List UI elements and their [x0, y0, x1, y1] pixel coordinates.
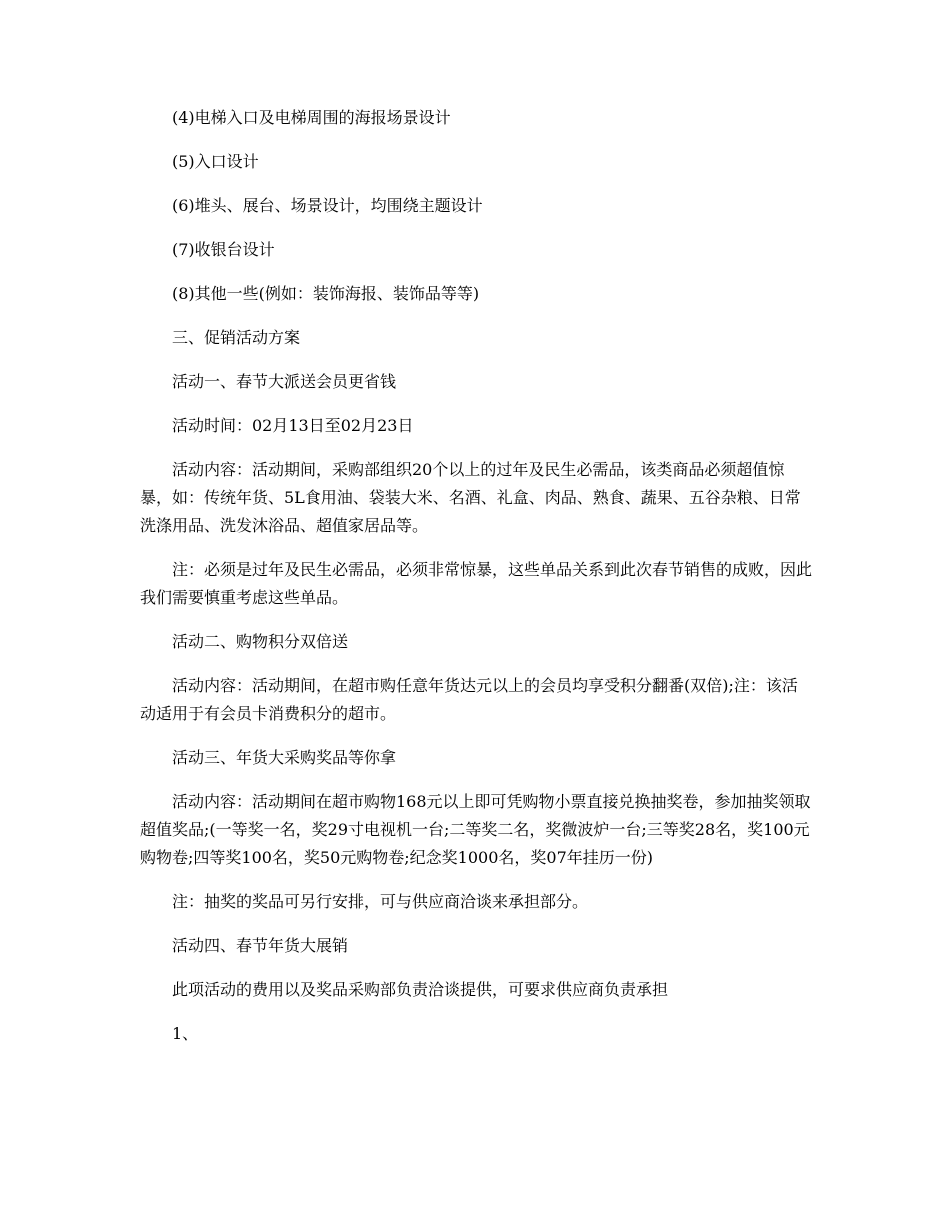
- activity-one-note: 注：必须是过年及民生必需品，必须非常惊暴，这些单品关系到此次春节销售的成败，因此我们需要慎重考虑这些单品。: [140, 560, 813, 607]
- activity-one-time: 活动时间：02月13日至02月23日: [172, 416, 414, 435]
- activity-four-description: 此项活动的费用以及奖品采购部负责洽谈提供，可要求供应商负责承担: [172, 980, 669, 999]
- paragraph-item-6: (6)堆头、展台、场景设计，均围绕主题设计: [172, 196, 483, 215]
- paragraph-item-5: (5)入口设计: [172, 152, 259, 171]
- activity-one-title: 活动一、春节大派送会员更省钱: [172, 372, 397, 391]
- activity-two-title: 活动二、购物积分双倍送: [172, 632, 349, 651]
- activity-four-title: 活动四、春节年货大展销: [172, 936, 349, 955]
- activity-three-note: 注：抽奖的奖品可另行安排，可与供应商洽谈来承担部分。: [172, 892, 589, 911]
- document-body: [140, 104, 812, 1064]
- paragraph-item-7: (7)收银台设计: [172, 240, 275, 259]
- activity-one-content: 活动内容：活动期间，采购部组织20个以上的过年及民生必需品，该类商品必须超值惊暴，如：传统年货、5L食用油、袋装大米、名酒、礼盒、肉品、熟食、蔬果、五谷杂粮、日常洗涤用品、洗发沐浴品、超值家居品等。: [140, 460, 801, 535]
- activity-three-title: 活动三、年货大采购奖品等你拿: [172, 748, 397, 767]
- paragraph-item-4: (4)电梯入口及电梯周围的海报场景设计: [172, 108, 451, 127]
- list-item-one: 1、: [172, 1024, 199, 1043]
- activity-two-content: 活动内容：活动期间，在超市购任意年货达元以上的会员均享受积分翻番(双倍);注：该活动适用于有会员卡消费积分的超市。: [140, 676, 798, 723]
- activity-three-content: 活动内容：活动期间在超市购物168元以上即可凭购物小票直接兑换抽奖卷，参加抽奖领取超值奖品;(一等奖一名，奖29寸电视机一台;二等奖二名，奖微波炉一台;三等奖28名，奖100元购物卷;四等奖100名，奖50元购物卷;纪念奖1000名，奖07年挂历一份): [140, 792, 811, 867]
- section-heading-promotion: 三、促销活动方案: [172, 328, 301, 347]
- paragraph-item-8: (8)其他一些(例如：装饰海报、装饰品等等): [172, 284, 480, 303]
